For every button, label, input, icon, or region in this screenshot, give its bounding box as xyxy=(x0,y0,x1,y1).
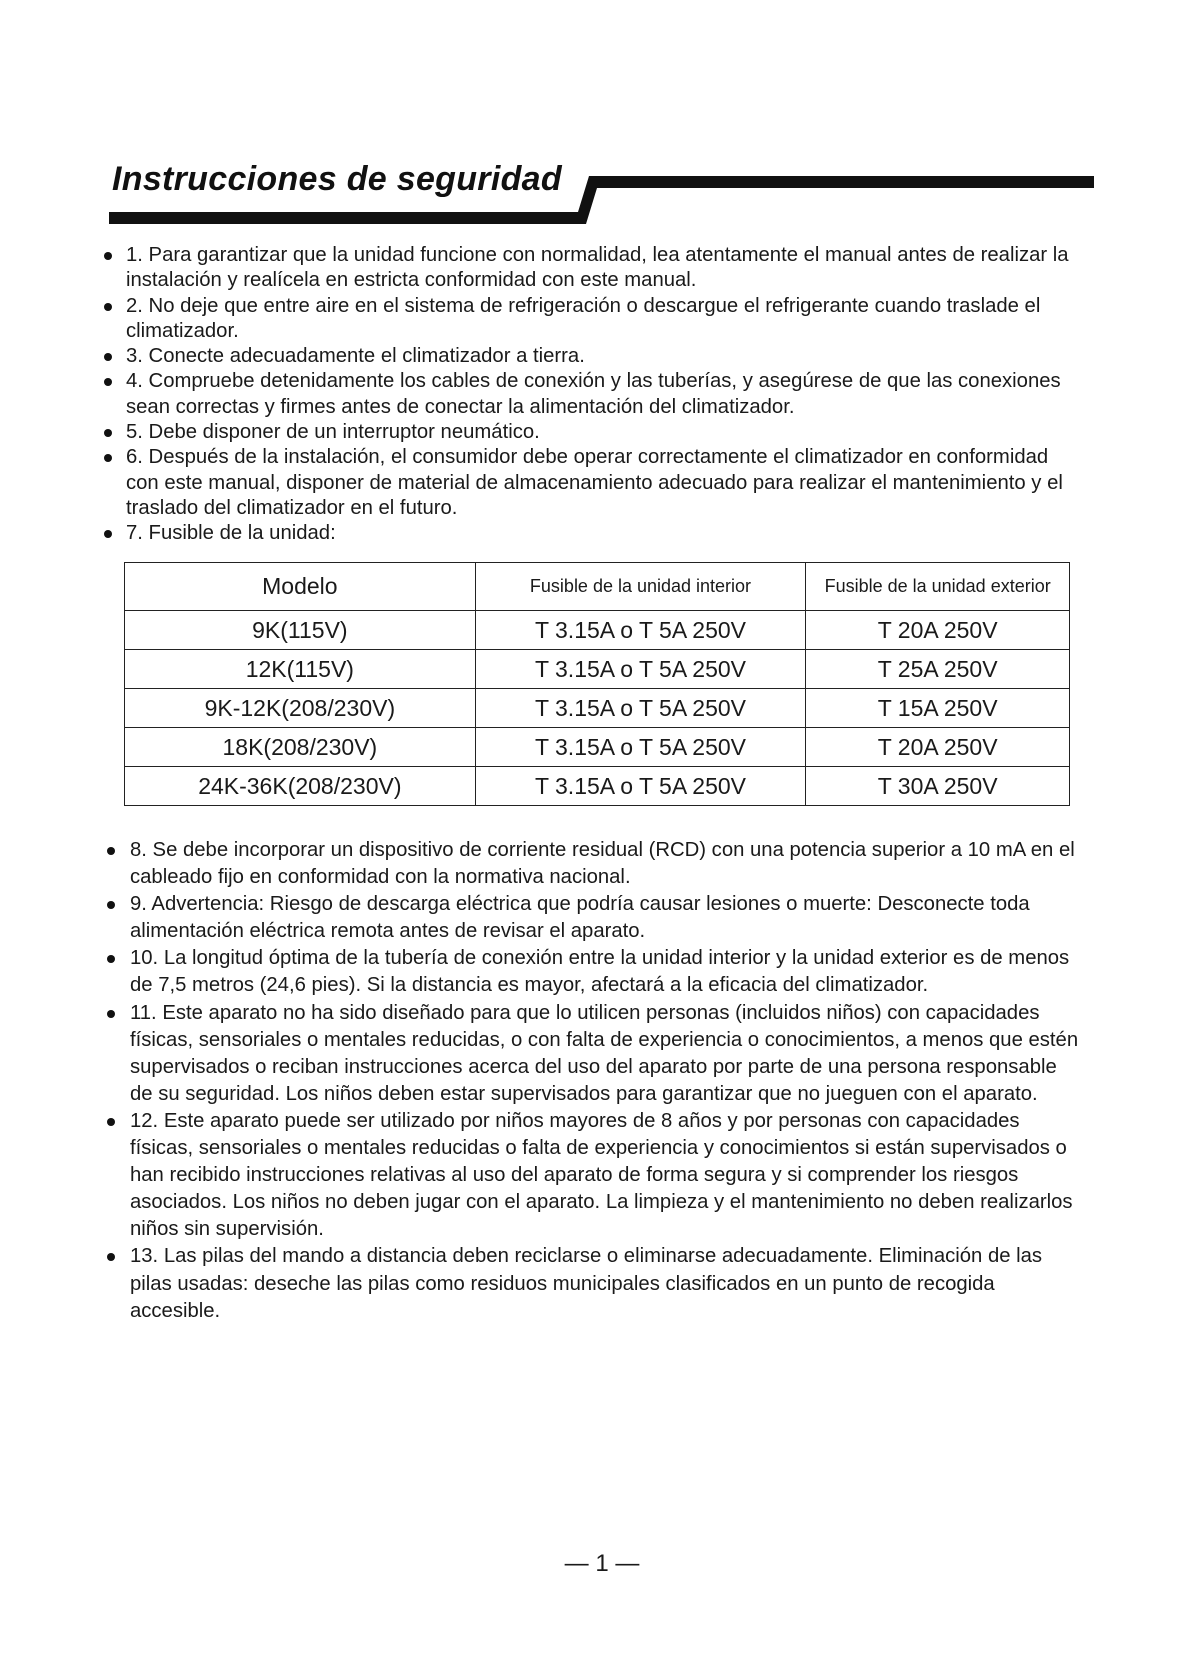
bullet-icon xyxy=(104,303,112,311)
item-text: 12. Este aparato puede ser utilizado por niños mayores de 8 años y por personas con capacidades físicas, sensoriales o mentales reducidas o falta de experiencia y conocimientos si están supervisados o han recibido instrucciones relativas al uso del aparato de forma segura y si comprender los riesgos asociados. Los niños no deben jugar con el aparato. La limpieza y el mantenimiento no deben realizarlos niños sin supervisión. xyxy=(130,1109,1073,1241)
table-row xyxy=(125,767,1070,806)
cell-indoor-fuse: T 3.15A o T 5A 250V xyxy=(475,689,806,728)
bullet-icon xyxy=(107,1118,115,1126)
bullet-icon xyxy=(104,530,112,538)
list-item xyxy=(102,369,1082,420)
item-text: 13. Las pilas del mando a distancia deben reciclarse o eliminarse adecuadamente. Eliminación de las pilas usadas: deseche las pilas como residuos municipales clasificados en un punto de recogida accesible. xyxy=(130,1245,1043,1322)
list-item xyxy=(104,945,1084,999)
item-text: 10. La longitud óptima de la tubería de conexión entre la unidad interior y la unidad exterior es de menos de 7,5 metros (24,6 pies). Si la distancia es mayor, afectará a la eficacia del climatizador. xyxy=(130,947,1070,997)
cell-indoor-fuse: T 3.15A o T 5A 250V xyxy=(475,728,806,767)
item-text: 3. Conecte adecuadamente el climatizador a tierra. xyxy=(126,345,585,368)
page-title: Instrucciones de seguridad xyxy=(112,160,562,198)
page-number: — 1 — xyxy=(564,1550,640,1577)
list-item xyxy=(104,891,1084,945)
cell-model: 24K-36K(208/230V) xyxy=(125,767,476,806)
cell-indoor-fuse: T 3.15A o T 5A 250V xyxy=(475,650,806,689)
table-header-row xyxy=(125,563,1070,611)
cell-model: 18K(208/230V) xyxy=(125,728,476,767)
bullet-icon xyxy=(104,252,112,260)
cell-indoor-fuse: T 3.15A o T 5A 250V xyxy=(475,611,806,650)
cell-indoor-fuse: T 3.15A o T 5A 250V xyxy=(475,767,806,806)
item-text: 6. Después de la instalación, el consumidor debe operar correctamente el climatizador en conformidad con este manual, disponer de material de almacenamiento adecuado para realizar el mantenimiento y el traslado del climatizador en el futuro. xyxy=(126,446,1063,519)
item-text: 7. Fusible de la unidad: xyxy=(126,522,336,545)
cell-outdoor-fuse: T 20A 250V xyxy=(806,728,1070,767)
column-header-indoor-fuse: Fusible de la unidad interior xyxy=(475,563,806,611)
bullet-icon xyxy=(107,901,115,909)
list-item xyxy=(104,1000,1084,1108)
safety-list-bottom xyxy=(104,837,1084,1325)
column-header-outdoor-fuse: Fusible de la unidad exterior xyxy=(806,563,1070,611)
bullet-icon xyxy=(107,1253,115,1261)
cell-model: 12K(115V) xyxy=(125,650,476,689)
table-row xyxy=(125,689,1070,728)
fuse-table xyxy=(124,562,1070,806)
list-item xyxy=(102,521,1082,546)
item-text: 4. Compruebe detenidamente los cables de conexión y las tuberías, y asegúrese de que las conexiones sean correctas y firmes antes de conectar la alimentación del climatizador. xyxy=(126,370,1061,418)
cell-outdoor-fuse: T 20A 250V xyxy=(806,611,1070,650)
bullet-icon xyxy=(104,353,112,361)
list-item xyxy=(104,837,1084,891)
bullet-icon xyxy=(107,847,115,855)
cell-outdoor-fuse: T 30A 250V xyxy=(806,767,1070,806)
bullet-icon xyxy=(104,454,112,462)
list-item xyxy=(102,243,1082,294)
bullet-icon xyxy=(104,378,112,386)
item-text: 9. Advertencia: Riesgo de descarga eléctrica que podría causar lesiones o muerte: Desconecte toda alimentación eléctrica remota antes de revisar el aparato. xyxy=(130,893,1030,943)
item-text: 5. Debe disponer de un interruptor neumático. xyxy=(126,421,540,444)
table-row xyxy=(125,728,1070,767)
table-row xyxy=(125,650,1070,689)
safety-list-top xyxy=(102,243,1082,547)
item-text: 11. Este aparato no ha sido diseñado para que lo utilicen personas (incluidos niños) con capacidades físicas, sensoriales o mentales reducidas, o con falta de experiencia o conocimientos, a menos que estén supervisados o reciban instrucciones acerca del uso del aparato por parte de una persona responsable de su seguridad. Los niños deben estar supervisados para garantizar que no jueguen con el aparato. xyxy=(130,1001,1079,1105)
cell-outdoor-fuse: T 25A 250V xyxy=(806,650,1070,689)
cell-model: 9K-12K(208/230V) xyxy=(125,689,476,728)
list-item xyxy=(104,1108,1084,1243)
item-text: 2. No deje que entre aire en el sistema de refrigeración o descargue el refrigerante cuando traslade el climatizador. xyxy=(126,294,1041,342)
list-item xyxy=(102,344,1082,369)
cell-model: 9K(115V) xyxy=(125,611,476,650)
item-text: 1. Para garantizar que la unidad funcione con normalidad, lea atentamente el manual antes de realizar la instalación y realícela en estricta conformidad con este manual. xyxy=(126,244,1069,292)
list-item xyxy=(102,294,1082,345)
list-item xyxy=(102,420,1082,445)
bullet-icon xyxy=(107,1010,115,1018)
list-item xyxy=(104,1243,1084,1324)
cell-outdoor-fuse: T 15A 250V xyxy=(806,689,1070,728)
list-item xyxy=(102,445,1082,521)
table-row xyxy=(125,611,1070,650)
item-text: 8. Se debe incorporar un dispositivo de corriente residual (RCD) con una potencia superior a 10 mA en el cableado fijo en conformidad con la normativa nacional. xyxy=(130,839,1075,889)
bullet-icon xyxy=(104,429,112,437)
title-underline-decoration xyxy=(0,0,1204,240)
bullet-icon xyxy=(107,955,115,963)
column-header-model: Modelo xyxy=(125,563,476,611)
